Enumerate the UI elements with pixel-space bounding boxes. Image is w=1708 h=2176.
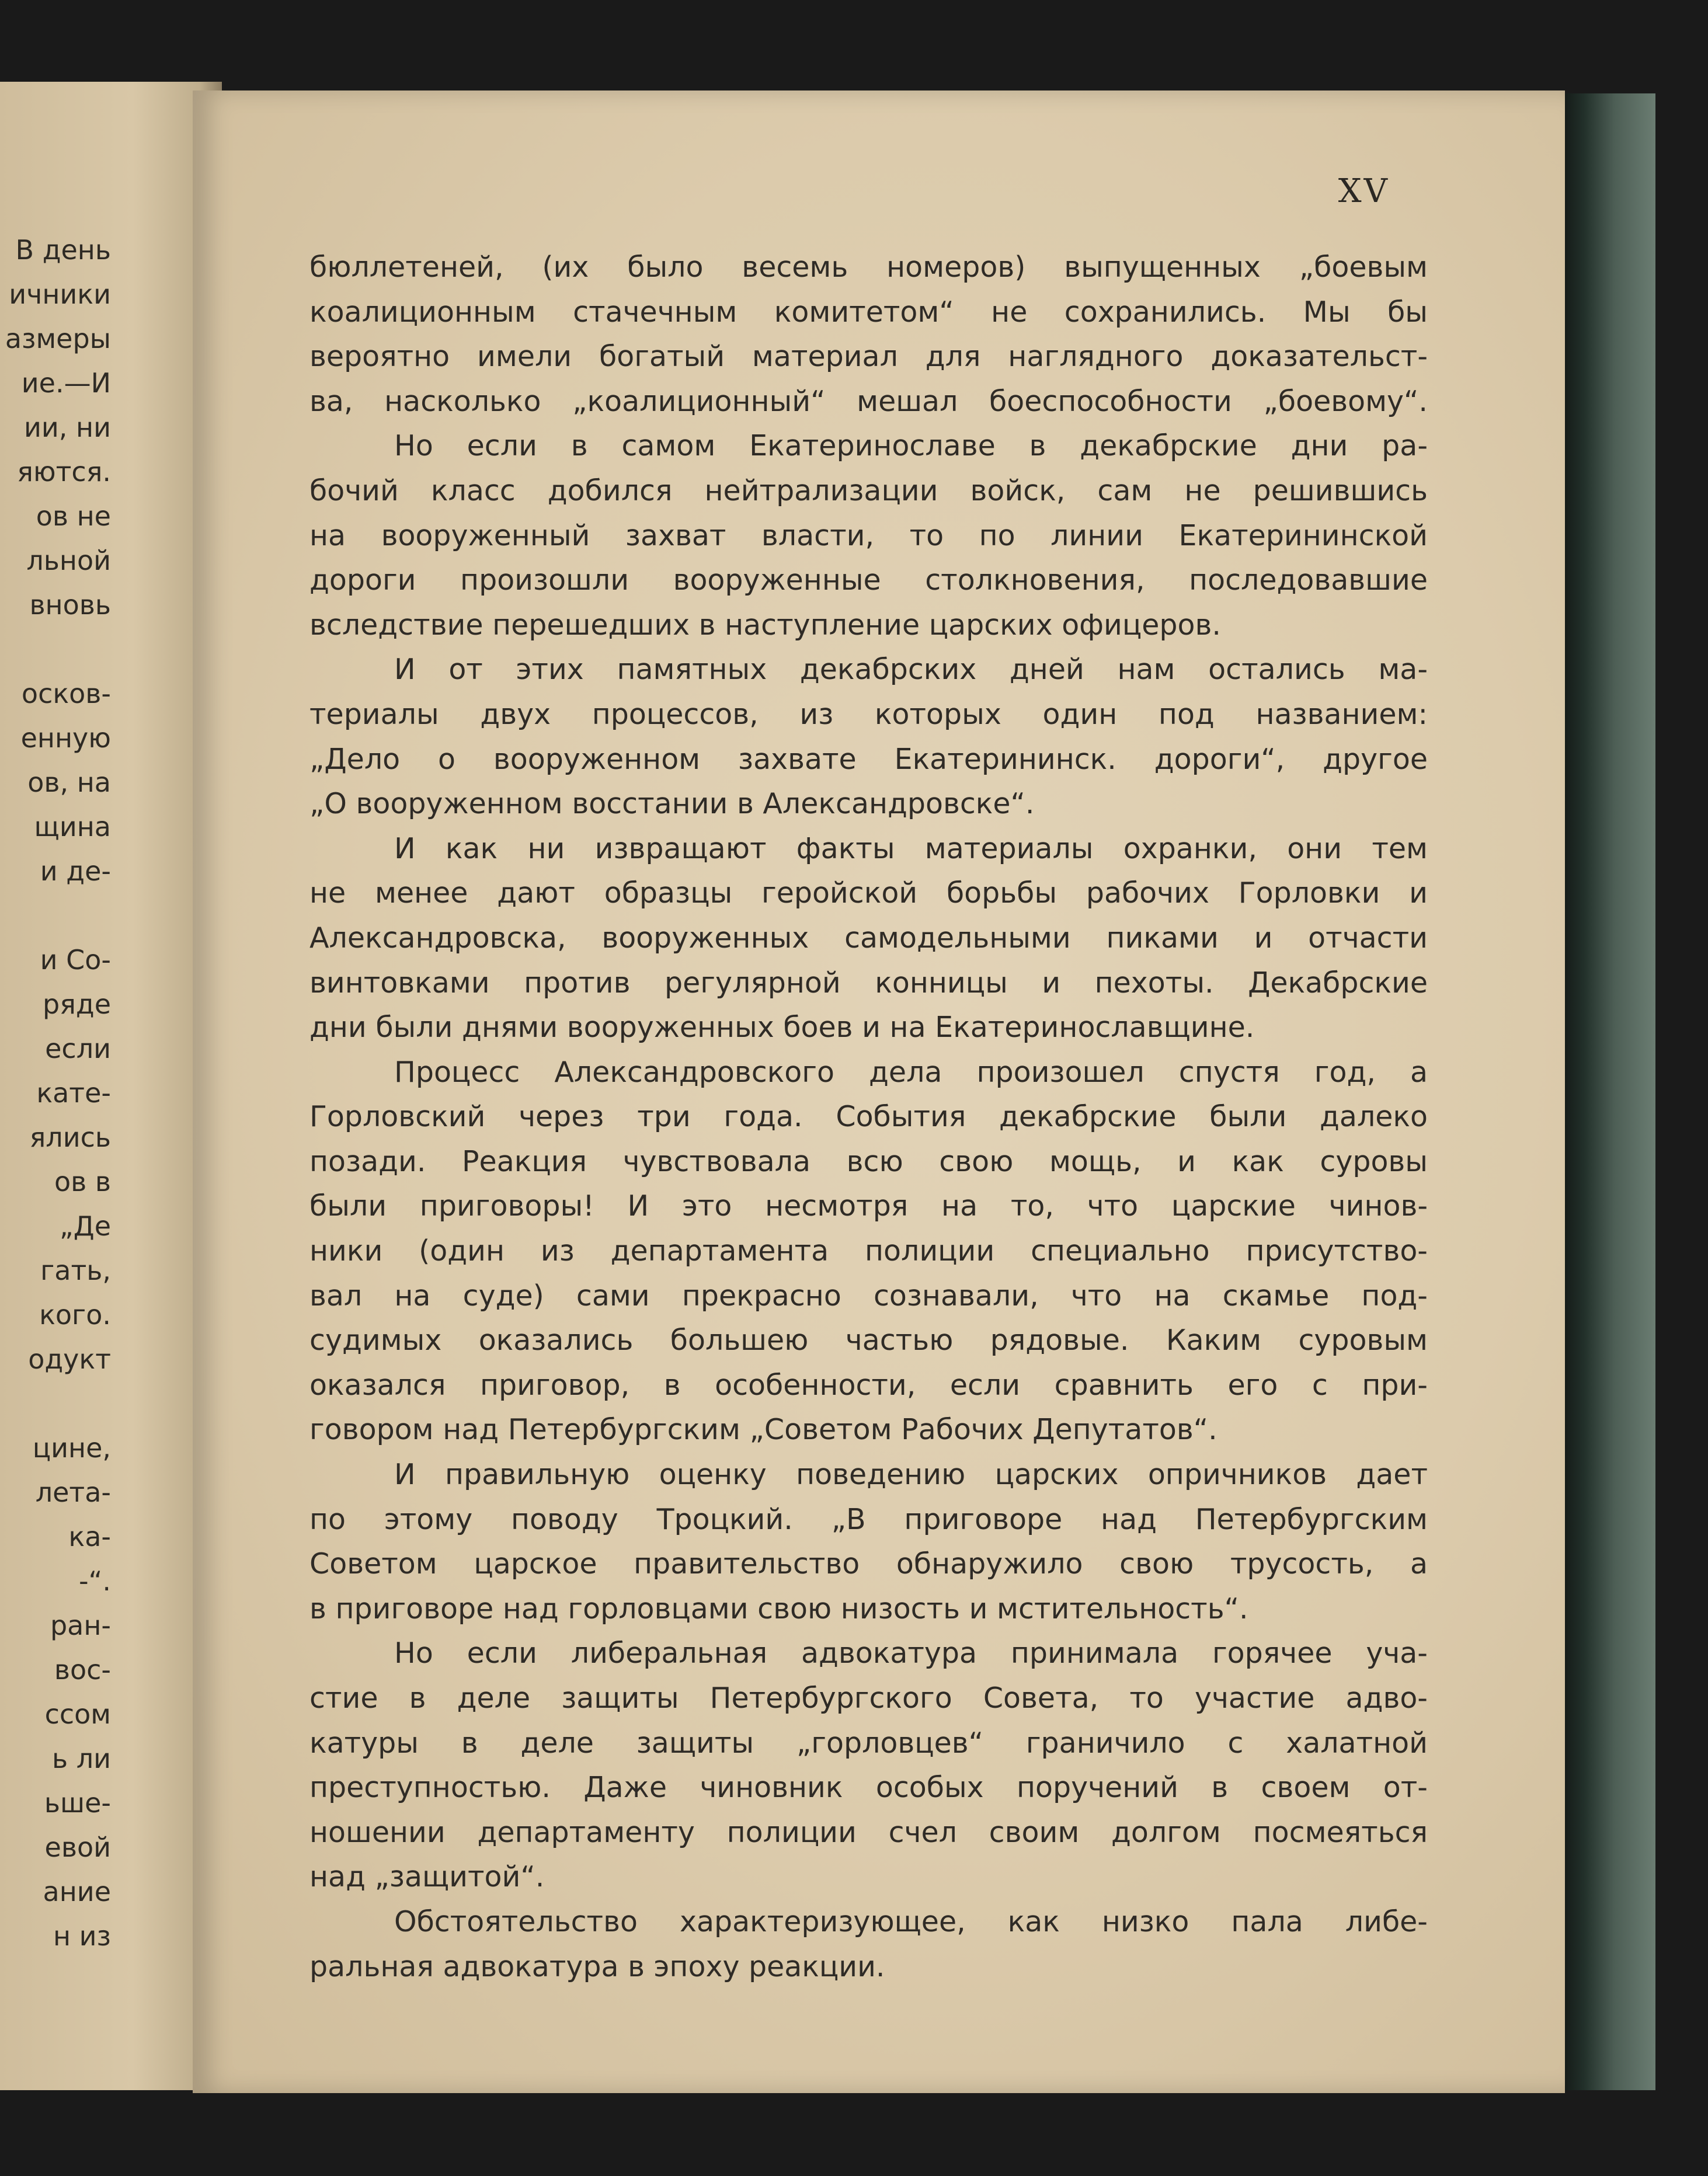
text-line: ральная адвокатура в эпоху реакции. <box>309 1949 885 1983</box>
text-line: говором над Петербургским „Советом Рабочих Депутатов“. <box>309 1413 1217 1447</box>
previous-page-line: ание <box>43 1876 111 1907</box>
text-line: дни были днями вооруженных боев и на Екатеринославщине. <box>309 1011 1255 1045</box>
text-line: бюллетеней, (их было весемь номеров) выпущенных „боевым <box>309 250 1428 284</box>
previous-page-line: ичники <box>9 278 111 310</box>
text-line: териалы двух процессов, из которых один под названием: <box>309 697 1428 731</box>
text-line: стие в деле защиты Петербургского Совета, то участие адво- <box>309 1681 1428 1715</box>
previous-page-line: н из <box>53 1920 111 1952</box>
previous-page-line: ран- <box>50 1610 111 1641</box>
text-line: Но если в самом Екатеринославе в декабрские дни ра- <box>394 429 1428 463</box>
previous-page-line: осков- <box>21 678 111 709</box>
text-line: И как ни извращают факты материалы охранки, они тем <box>394 831 1428 865</box>
previous-page-line: „Де <box>59 1210 111 1242</box>
text-line: преступностью. Даже чиновник особых поручений в своем от- <box>309 1771 1428 1805</box>
previous-page-line: евой <box>44 1832 111 1863</box>
text-line: по этому поводу Троцкий. „В приговоре над Петербургским <box>309 1502 1428 1536</box>
text-line: судимых оказались большею частью рядовые. Каким суровым <box>309 1324 1428 1357</box>
text-line: на вооруженный захват власти, то по линии Екатерининской <box>309 518 1428 552</box>
text-line: Александровска, вооруженных самодельными пиками и отчасти <box>309 921 1428 955</box>
text-line: Советом царское правительство обнаружило свою трусость, а <box>309 1547 1428 1581</box>
previous-page-line: ка- <box>68 1521 111 1552</box>
previous-page-line: льной <box>26 545 111 576</box>
text-line: И от этих памятных декабрских дней нам остались ма- <box>394 653 1428 687</box>
previous-page-line: ялись <box>29 1122 111 1153</box>
previous-page-line <box>0 893 222 938</box>
text-line: коалиционным стачечным комитетом“ не сохранились. Мы бы <box>309 295 1428 329</box>
text-line: ники (один из департамента полиции специально присутство- <box>309 1234 1428 1268</box>
text-line: ва, насколько „коалиционный“ мешал боеспособности „боевому“. <box>309 384 1428 418</box>
previous-page-line: ссом <box>44 1698 111 1730</box>
text-line: были приговоры! И это несмотря на то, что царские чинов- <box>309 1189 1428 1223</box>
previous-page-line: ьше- <box>44 1787 111 1819</box>
page-number: XV <box>1338 172 1390 210</box>
text-line: позади. Реакция чувствовала всю свою мощь, и как суровы <box>309 1144 1428 1178</box>
text-line: ношении департаменту полиции счел своим долгом посмеяться <box>309 1815 1428 1849</box>
previous-page-line: одукт <box>28 1343 111 1375</box>
text-line: Но если либеральная адвокатура принимала горячее уча- <box>394 1637 1428 1670</box>
text-line: Обстоятельство характеризующее, как низко пала либе- <box>394 1905 1428 1938</box>
text-line: вследствие перешедших в наступление царских офицеров. <box>309 608 1221 642</box>
text-line: вал на суде) сами прекрасно сознавали, что на скамье под- <box>309 1279 1428 1312</box>
previous-page-line: ии, ни <box>23 412 111 443</box>
previous-page-line: вновь <box>29 589 111 621</box>
previous-page-line <box>0 1381 222 1426</box>
previous-page-line: вос- <box>54 1654 111 1686</box>
previous-page-line: и Со- <box>40 944 111 976</box>
book-cover-edge <box>1553 93 1655 2090</box>
text-line: Процесс Александровского дела произошел спустя год, а <box>394 1055 1428 1089</box>
previous-page-line: В день <box>15 234 111 266</box>
previous-page <box>0 82 222 2090</box>
text-line: не менее дают образцы геройской борьбы рабочих Горловки и <box>309 876 1428 910</box>
previous-page-line: и де- <box>40 855 111 887</box>
previous-page-line: ов, на <box>27 767 111 798</box>
previous-page-line: азмеры <box>5 323 111 354</box>
text-line: катуры в деле защиты „горловцев“ граничило с халатной <box>309 1726 1428 1760</box>
previous-page-line: кате- <box>36 1077 111 1109</box>
previous-page-text <box>0 228 222 1958</box>
text-line: оказался приговор, в особенности, если сравнить его с при- <box>309 1368 1428 1402</box>
page-text <box>309 245 1428 1989</box>
previous-page-line: -“. <box>78 1565 111 1597</box>
text-line: в приговоре над горловцами свою низость и мстительность“. <box>309 1592 1248 1625</box>
previous-page-line: лета- <box>35 1477 111 1508</box>
previous-page-line: ов не <box>36 500 111 532</box>
previous-page-line: кого. <box>39 1299 111 1331</box>
book-page <box>193 90 1565 2093</box>
text-line: бочий класс добился нейтрализации войск, сам не решившись <box>309 474 1428 507</box>
text-line: И правильную оценку поведению царских опричников дает <box>394 1458 1428 1492</box>
previous-page-line: если <box>45 1033 111 1064</box>
text-line: вероятно имели богатый материал для наглядного доказательст- <box>309 340 1428 374</box>
previous-page-line: енную <box>20 722 111 754</box>
previous-page-line <box>0 627 222 671</box>
previous-page-line: цине, <box>32 1432 111 1464</box>
text-line: „Дело о вооруженном захвате Екатерининск. дороги“, другое <box>309 742 1428 776</box>
previous-page-line: ие.—И <box>21 367 111 399</box>
text-line: „О вооруженном восстании в Александровске“. <box>309 787 1035 821</box>
previous-page-line: ряде <box>43 988 111 1020</box>
previous-page-line: ь ли <box>51 1743 111 1774</box>
text-line: винтовками против регулярной конницы и пехоты. Декабрские <box>309 966 1428 1000</box>
previous-page-line: гать, <box>40 1255 111 1286</box>
previous-page-line: ов в <box>54 1166 111 1197</box>
text-line: дороги произошли вооруженные столкновения, последовавшие <box>309 563 1428 597</box>
previous-page-line: яются. <box>17 456 111 488</box>
text-line: над „защитой“. <box>309 1860 545 1894</box>
text-line: Горловский через три года. События декабрские были далеко <box>309 1100 1428 1134</box>
previous-page-line: щина <box>34 811 111 842</box>
